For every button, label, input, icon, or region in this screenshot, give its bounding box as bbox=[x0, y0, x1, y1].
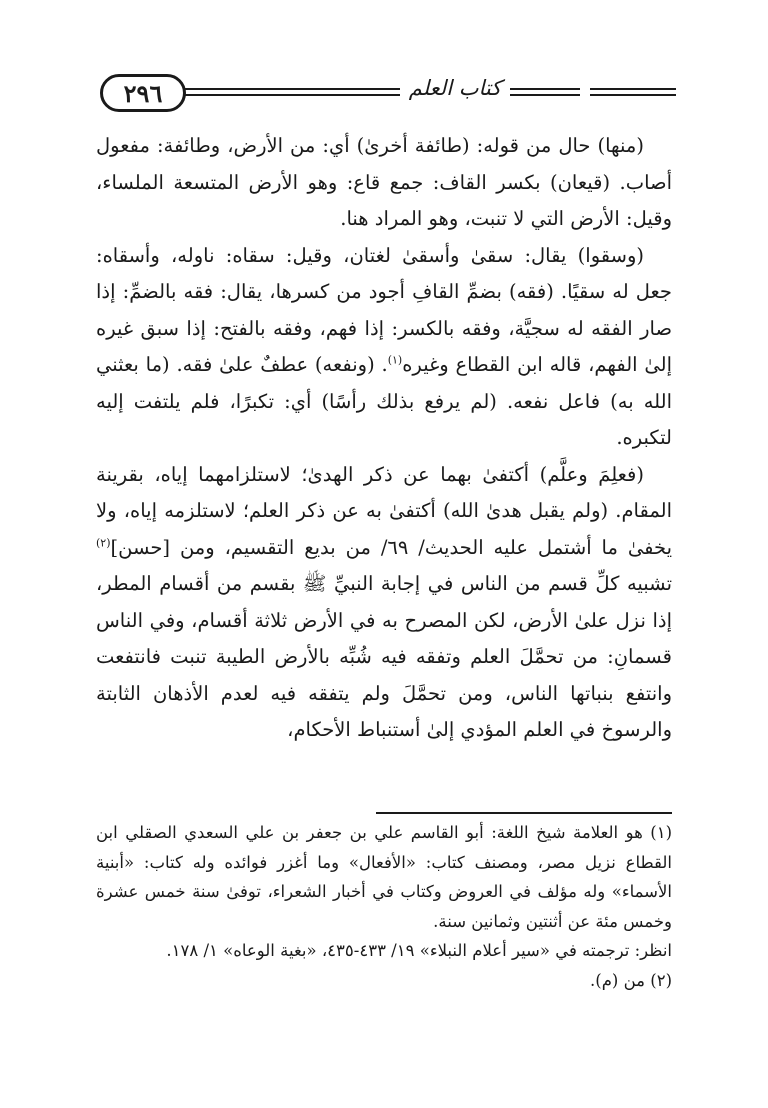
footnote-ref-1: (١) bbox=[387, 353, 403, 367]
footnotes bbox=[96, 818, 672, 995]
header-rule-long-2 bbox=[184, 94, 580, 96]
paragraph-3-text-b: تشبيه كلِّ قسم من الناس في إجابة النبيِّ ﷺ بقسم من أقسام المطر، إذا نزل علىٰ الأرض، لكن المصرح به في الأرض ثلاثة أقسام، وفي الناس قسمانِ: من تحمَّلَ العلم وتفقه فيه شُبِّه بالأرض الطيبة تنبت فانتفعت وانتفع بنباتها الناس، ومن تحمَّلَ ولم يتفقه فيه لعدم الأذهان الثابتة والرسوخ في العلم المؤدي إلىٰ أستنباط الأحكام، bbox=[96, 572, 672, 741]
paragraph-3 bbox=[96, 457, 672, 749]
paragraph-1: (منها) حال من قوله: (طائفة أخرىٰ) أي: من الأرض، وطائفة: مفعول أصاب. (قيعان) بكسر القاف: جمع قاع: وهو الأرض المتسعة الملساء، وقيل: الأرض التي لا تنبت، وهو المراد هنا. bbox=[96, 134, 672, 230]
footnote-1-reference: انظر: ترجمته في «سير أعلام النبلاء» ١٩/ ٤٣٣-٤٣٥، «بغية الوعاه» ١/ ١٧٨. bbox=[166, 941, 672, 960]
footnote-ref-2: (٢) bbox=[96, 536, 111, 549]
paragraph-2-text-b: . (ونفعه) عطفٌ علىٰ فقه. (ما بعثني الله به) فاعل نفعه. (لم يرفع بذلك رأسًا) أي: تكبرًا، فلم يلتفت إليه لتكبره. bbox=[96, 353, 672, 449]
paragraph-3-text-a: (فعلِمَ وعلَّم) أكتفىٰ بهما عن ذكر الهدىٰ؛ لاستلزامهما إياه، بقرينة المقام. (ولم يقبل هدىٰ الله) أكتفىٰ به عن ذكر العلم؛ لاستلزمه إياه، ولا يخفىٰ ما أشتمل عليه الحديث/ ٦٩/ من بديع التقسيم، ومن [حسن] bbox=[96, 462, 672, 559]
footnote-separator bbox=[376, 812, 672, 814]
footnote-1: (١) هو العلامة شيخ اللغة: أبو القاسم علي بن جعفر بن علي السعدي الصقلي ابن القطاع نزيل مصر، ومصنف كتاب: «الأفعال» وما أغزر فوائده وله كتاب: «أبنية الأسماء» وله مؤلف في العروض وكتاب في أخبار الشعراء، توفىٰ سنة خمس عشرة وخمس مئة عن أثنتين وثمانين سنة. bbox=[96, 823, 672, 931]
footnote-2: (٢) من (م). bbox=[590, 970, 672, 990]
page-number: ٢٩٦ bbox=[100, 74, 186, 112]
main-text bbox=[96, 128, 672, 749]
header-rule-short-2 bbox=[590, 94, 676, 96]
header-rule-short bbox=[590, 88, 676, 90]
running-title: كتاب العلم bbox=[400, 76, 510, 100]
page-header bbox=[100, 74, 676, 116]
paragraph-2 bbox=[96, 238, 672, 457]
header-rule-long bbox=[184, 88, 580, 90]
paragraph-2-text-a: (وسقوا) يقال: سقىٰ وأسقىٰ لغتان، وقيل: سقاه: ناوله، وأسقاه: جعل له سقيًا. (فقه) بضمِّ القافِ أجود من كسرها، يقال: فقه بالضمِّ: إذا صار الفقه له سجيَّة، وفقه بالكسر: إذا فهم، وفقه بالفتح: إذا سبق غيره إلىٰ الفهم، قاله ابن القطاع وغيره bbox=[96, 243, 672, 376]
